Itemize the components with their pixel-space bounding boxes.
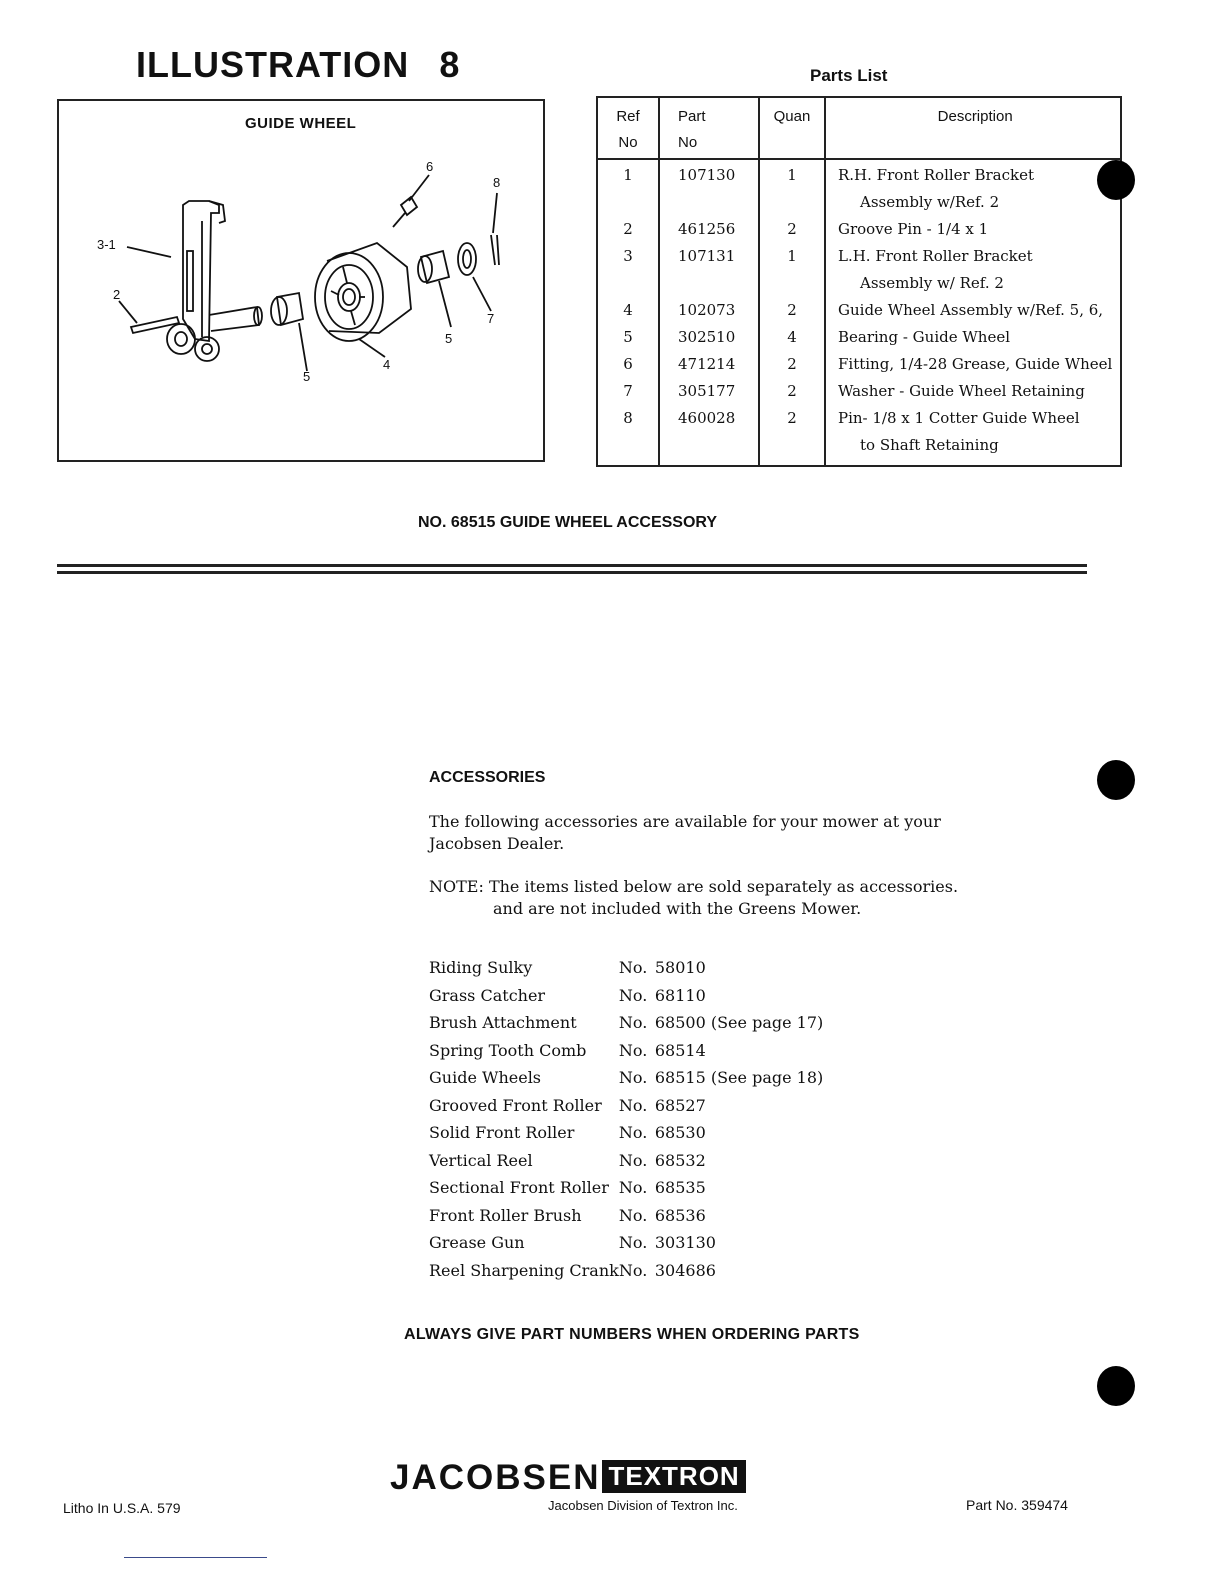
cell-part: 107131	[659, 243, 759, 297]
cell-description: Pin- 1/8 x 1 Cotter Guide Wheel to Shaft Retaining	[825, 405, 1121, 466]
cell-ref: 3	[597, 243, 659, 297]
list-item: Sectional Front Roller No. 68535	[429, 1178, 706, 1197]
list-item: Reel Sharpening Crank No. 304686	[429, 1260, 716, 1280]
list-item: Grease Gun No. 303130	[429, 1233, 716, 1252]
list-item: Spring Tooth Comb No. 68514	[429, 1040, 706, 1060]
part-number: Part No. 359474	[966, 1497, 1068, 1513]
callout-2: 2	[113, 287, 121, 302]
division-line: Jacobsen Division of Textron Inc.	[548, 1498, 738, 1513]
illustration-title	[136, 44, 460, 86]
list-item: Guide Wheels No. 68515 (See page 18)	[429, 1068, 824, 1087]
cell-quan: 1	[759, 159, 825, 216]
cell-quan: 4	[759, 324, 825, 351]
callout-3-1: 3-1	[97, 237, 116, 252]
callout-7: 7	[487, 311, 495, 326]
cell-part: 471214	[659, 351, 759, 378]
cell-quan: 2	[759, 405, 825, 466]
cell-description: Guide Wheel Assembly w/Ref. 5, 6,	[825, 297, 1121, 324]
note-line-1: The items listed below are sold separately as accessories.	[488, 877, 959, 896]
list-item: Vertical Reel No. 68532	[429, 1150, 706, 1170]
table-row	[597, 351, 1121, 378]
punch-hole-top	[1097, 160, 1135, 200]
ordering-notice: ALWAYS GIVE PART NUMBERS WHEN ORDERING PARTS	[404, 1326, 860, 1343]
note-label: NOTE:	[429, 877, 484, 896]
diagram-title: GUIDE WHEEL	[245, 115, 357, 132]
parts-list-caption: Parts List	[810, 66, 888, 85]
callout-6: 6	[426, 159, 434, 174]
cell-quan: 2	[759, 351, 825, 378]
table-row	[597, 378, 1121, 405]
table-row	[597, 216, 1121, 243]
cell-description: Bearing - Guide Wheel	[825, 324, 1121, 351]
cell-part: 102073	[659, 297, 759, 324]
header-ref: Ref No	[597, 97, 659, 159]
textron-badge: TEXTRON	[602, 1460, 745, 1493]
header-description: Description	[825, 97, 1121, 159]
header-part: Part No	[659, 97, 759, 159]
cell-quan: 2	[759, 297, 825, 324]
accessories-list	[429, 958, 823, 1288]
cell-part: 107130	[659, 159, 759, 216]
callout-4: 4	[383, 357, 391, 372]
guide-wheel-diagram	[57, 99, 545, 462]
guide-wheel-drawing	[59, 101, 543, 460]
parts-table	[596, 96, 1122, 467]
note-line-2: and are not included with the Greens Mower.	[493, 899, 862, 918]
table-row	[597, 324, 1121, 351]
list-item: Grass Catcher No. 68110	[429, 985, 706, 1005]
accessories-heading: ACCESSORIES	[429, 769, 546, 786]
callout-5-left: 5	[303, 369, 311, 384]
callout-8: 8	[493, 175, 501, 190]
cell-part: 460028	[659, 405, 759, 466]
punch-hole-bottom	[1097, 1366, 1135, 1406]
accessories-intro: The following accessories are available for your mower at your Jacobsen Dealer.	[429, 812, 941, 853]
cell-description: Groove Pin - 1/4 x 1	[825, 216, 1121, 243]
accessory-title: NO. 68515 GUIDE WHEEL ACCESSORY	[418, 514, 718, 531]
list-item: Riding Sulky No. 58010	[429, 958, 706, 977]
cell-quan: 2	[759, 216, 825, 243]
header-quan: Quan	[759, 97, 825, 159]
cell-ref: 1	[597, 159, 659, 216]
table-row	[597, 243, 1121, 297]
table-row	[597, 297, 1121, 324]
cell-description: R.H. Front Roller Bracket Assembly w/Ref. 2	[825, 159, 1121, 216]
table-row	[597, 159, 1121, 216]
cell-quan: 2	[759, 378, 825, 405]
list-item: Front Roller Brush No. 68536	[429, 1205, 706, 1225]
litho-line: Litho In U.S.A. 579	[63, 1500, 181, 1516]
cell-description: L.H. Front Roller Bracket Assembly w/ Ref. 2	[825, 243, 1121, 297]
cell-ref: 4	[597, 297, 659, 324]
accessories-note	[429, 876, 958, 920]
section-divider-bottom	[57, 571, 1087, 574]
callout-5-right: 5	[445, 331, 453, 346]
cell-ref: 2	[597, 216, 659, 243]
cell-ref: 8	[597, 405, 659, 466]
cell-ref: 7	[597, 378, 659, 405]
table-row	[597, 405, 1121, 466]
illustration-number: 8	[439, 44, 461, 85]
cell-part: 302510	[659, 324, 759, 351]
cell-part: 305177	[659, 378, 759, 405]
punch-hole-middle	[1097, 760, 1135, 800]
cell-part: 461256	[659, 216, 759, 243]
cell-description: Washer - Guide Wheel Retaining	[825, 378, 1121, 405]
cell-ref: 6	[597, 351, 659, 378]
list-item: Grooved Front Roller No. 68527	[429, 1095, 706, 1115]
illustration-label: ILLUSTRATION	[136, 44, 410, 85]
footer-rule	[124, 1557, 267, 1558]
list-item: Solid Front Roller No. 68530	[429, 1123, 706, 1142]
list-item: Brush Attachment No. 68500 (See page 17)	[429, 1013, 824, 1032]
cell-quan: 1	[759, 243, 825, 297]
jacobsen-logo: JACOBSEN TEXTRON	[390, 1458, 746, 1498]
cell-description: Fitting, 1/4-28 Grease, Guide Wheel	[825, 351, 1121, 378]
parts-table-header	[597, 97, 1121, 159]
cell-ref: 5	[597, 324, 659, 351]
section-divider-top	[57, 564, 1087, 567]
